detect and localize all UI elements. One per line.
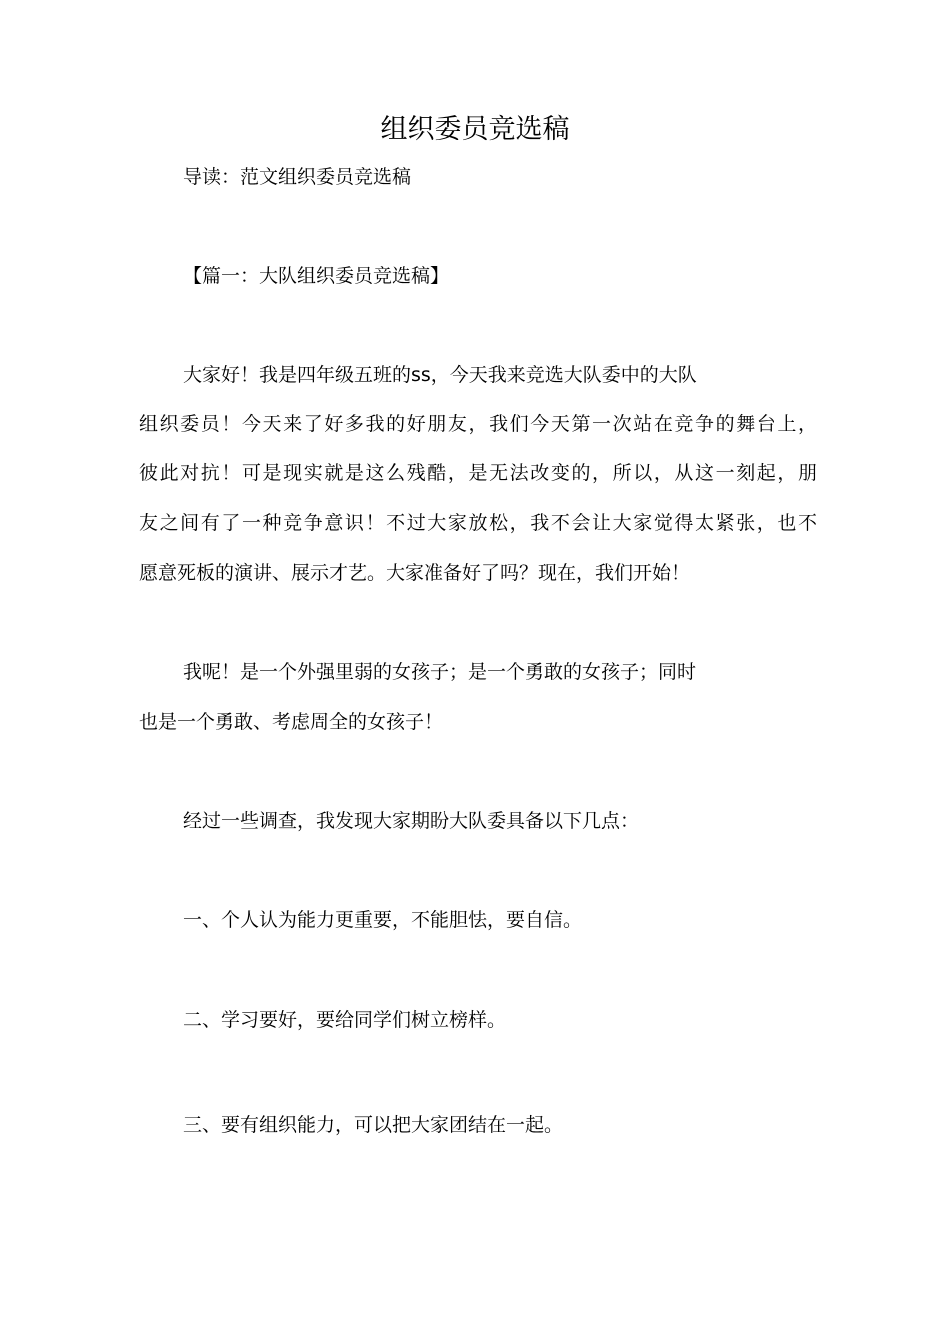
paragraph-2-line-1: 我呢！是一个外强里弱的女孩子；是一个勇敢的女孩子；同时 (183, 661, 697, 683)
intro-line: 导读：范文组织委员竞选稿 (183, 166, 412, 188)
paragraph-1-line-2: 组织委员！今天来了好多我的好朋友，我们今天第一次站在竞争的舞台上， (139, 413, 817, 435)
section-heading: 【篇一：大队组织委员竞选稿】 (183, 265, 450, 287)
paragraph-1-line-5: 愿意死板的演讲、展示才艺。大家准备好了吗？现在，我们开始！ (139, 562, 691, 584)
point-1: 一、个人认为能力更重要，不能胆怯，要自信。 (183, 909, 583, 931)
paragraph-2-line-2: 也是一个勇敢、考虑周全的女孩子！ (139, 711, 444, 733)
point-2: 二、学习要好，要给同学们树立榜样。 (183, 1009, 507, 1031)
paragraph-3: 经过一些调查，我发现大家期盼大队委具备以下几点： (183, 810, 640, 832)
paragraph-1-line-1: 大家好！我是四年级五班的ss，今天我来竞选大队委中的大队 (183, 364, 697, 386)
document-title: 组织委员竞选稿 (380, 114, 570, 145)
point-3: 三、要有组织能力，可以把大家团结在一起。 (183, 1114, 564, 1136)
paragraph-1-line-4: 友之间有了一种竞争意识！不过大家放松，我不会让大家觉得太紧张，也不 (139, 512, 817, 534)
paragraph-1-line-3: 彼此对抗！可是现实就是这么残酷，是无法改变的，所以，从这一刻起，朋 (139, 462, 817, 484)
